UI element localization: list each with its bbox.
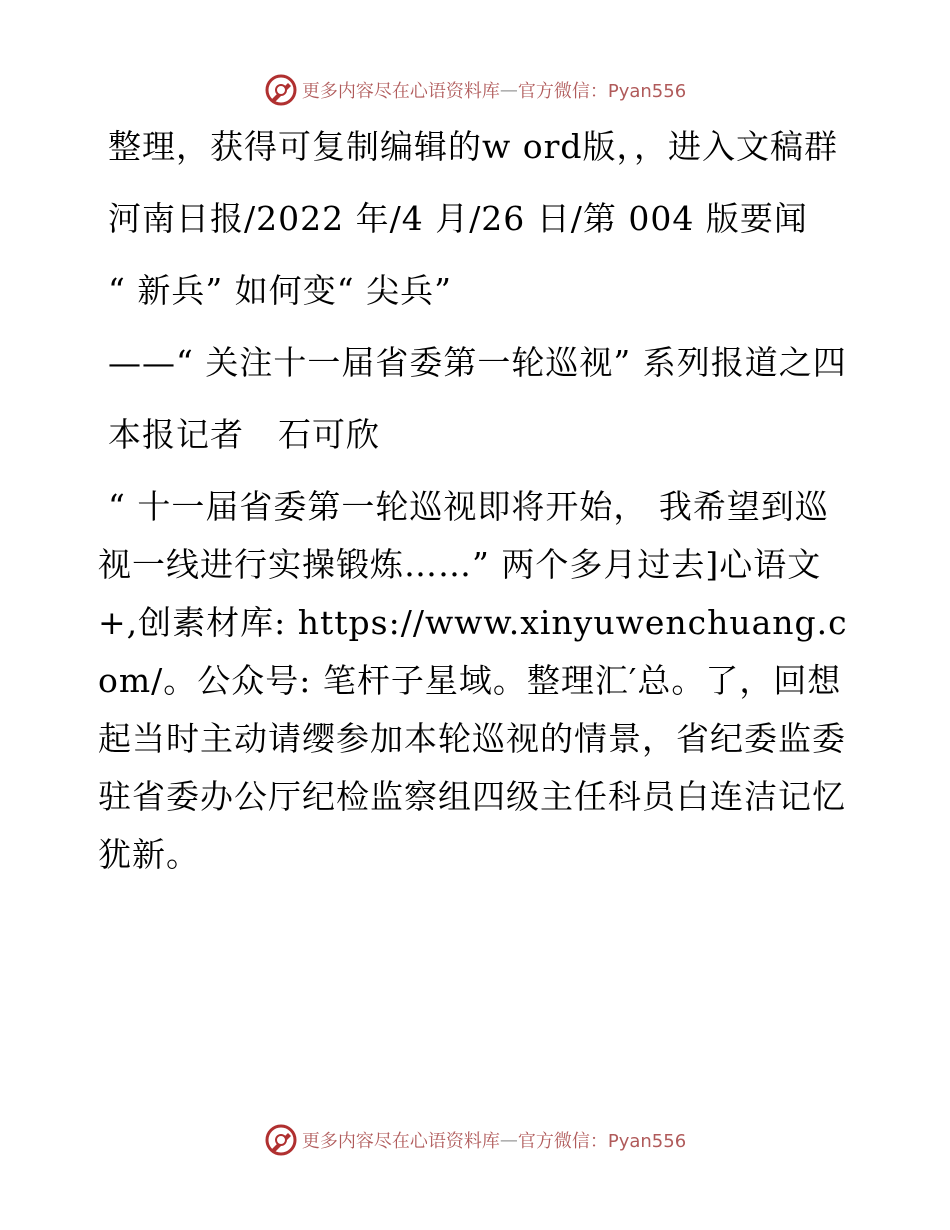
logo-icon — [264, 1123, 298, 1157]
byline: 本报记者 石可欣 — [108, 415, 380, 454]
watermark-dash: — — [499, 1129, 518, 1151]
watermark-footer — [0, 1120, 950, 1160]
article-body — [98, 118, 858, 898]
watermark-wechat: 官方微信：Pyan556 — [517, 1131, 687, 1152]
article-title: “ 新兵” 如何变“ 尖兵” — [108, 271, 452, 310]
source-line: 河南日报/2022 年/4 月/26 日/第 004 版要闻 — [108, 199, 808, 238]
watermark-header — [0, 70, 950, 110]
watermark-wechat: 官方微信：Pyan556 — [517, 81, 687, 102]
watermark-text: 更多内容尽在心语资料库 — [301, 81, 500, 102]
logo-icon — [264, 73, 298, 107]
body-paragraph: “ 十一届省委第一轮巡视即将开始， 我希望到巡视一线进行实操锻炼……” 两个多月过去]心语文+,创素材库: https://www.xinyuwenchuang.com/。公众号: 笔杆子星域。整理汇′总。了，回想起当时主动请缨参加本轮巡视的情景，省纪委监委驻省委办公厅纪检监察组四级主任科员白连洁记忆犹新。 — [98, 487, 848, 874]
article-subtitle: ——“ 关注十一届省委第一轮巡视” 系列报道之四 — [108, 343, 847, 382]
watermark-text: 更多内容尽在心语资料库 — [301, 1131, 500, 1152]
intro-line: 整理，获得可复制编辑的w ord版，，进入文稿群 — [108, 127, 839, 166]
watermark-dash: — — [499, 79, 518, 101]
